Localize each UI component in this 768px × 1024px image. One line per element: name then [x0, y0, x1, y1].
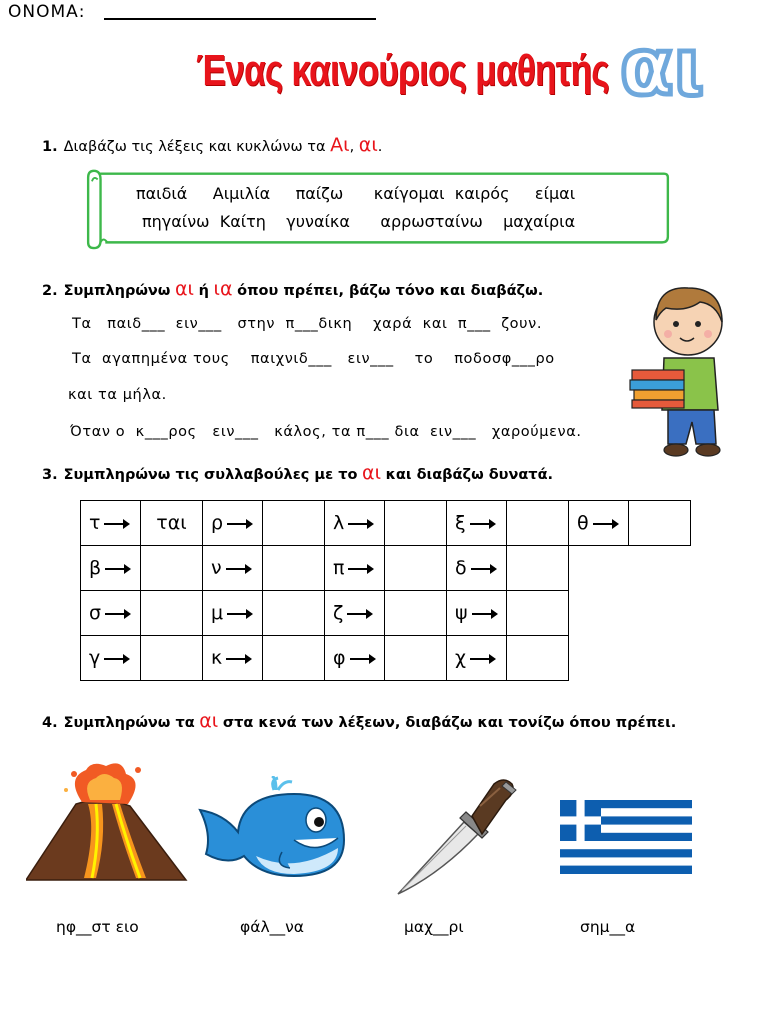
- syllable-answer[interactable]: [141, 546, 203, 591]
- syllable-answer[interactable]: [507, 591, 569, 636]
- fill-sentence-1[interactable]: Τα παιδ___ ειν___ στην π___δικη χαρά και π___ ζουν.: [72, 316, 543, 332]
- arrow-right-icon: [471, 568, 495, 570]
- arrow-right-icon: [104, 658, 128, 660]
- arrow-right-icon: [227, 523, 251, 525]
- arrow-right-icon: [226, 568, 250, 570]
- word-blank-3[interactable]: μαχ__ρι: [404, 918, 464, 936]
- arrow-right-icon: [470, 523, 494, 525]
- syllable-answer[interactable]: [141, 636, 203, 681]
- syllable-answer[interactable]: [507, 501, 569, 546]
- arrow-right-icon: [348, 523, 372, 525]
- arrow-right-icon: [470, 658, 494, 660]
- syllable-letter: λ: [325, 501, 385, 546]
- name-label: ΟΝΟΜΑ:: [8, 2, 86, 22]
- word-blank-1[interactable]: ηφ__στ ειο: [56, 918, 139, 936]
- syllable-answer[interactable]: [141, 591, 203, 636]
- word-blank-4[interactable]: σημ__α: [580, 918, 636, 936]
- arrow-right-icon: [593, 523, 617, 525]
- whale-image: [198, 776, 350, 884]
- syllable-answer[interactable]: [385, 501, 447, 546]
- arrow-right-icon: [227, 613, 251, 615]
- syllable-letter: ξ: [447, 501, 507, 546]
- knife-image: [394, 776, 520, 898]
- word-list-line-1: παιδιά Αιμιλία παίζω καίγομαι καιρός είμαι: [136, 184, 576, 203]
- arrow-right-icon: [105, 613, 129, 615]
- syllable-letter: φ: [325, 636, 385, 681]
- svg-text:αι: αι: [620, 28, 704, 108]
- word-list-line-2: πηγαίνω Καίτη γυναίκα αρρωσταίνω μαχαίρια: [142, 212, 576, 231]
- syllable-answer[interactable]: [629, 501, 691, 546]
- syllable-letter: ψ: [447, 591, 507, 636]
- syllable-letter: β: [81, 546, 141, 591]
- arrow-right-icon: [104, 523, 128, 525]
- table-row: [81, 501, 691, 546]
- syllable-letter: π: [325, 546, 385, 591]
- page-title: Ένας καινούριος μαθητής: [196, 46, 609, 95]
- table-row: [81, 636, 691, 681]
- syllable-letter: σ: [81, 591, 141, 636]
- syllable-answer[interactable]: [263, 636, 325, 681]
- syllable-letter: ζ: [325, 591, 385, 636]
- arrow-right-icon: [350, 658, 374, 660]
- syllable-letter: θ: [569, 501, 629, 546]
- syllable-answer[interactable]: [385, 546, 447, 591]
- syllable-answer[interactable]: [263, 591, 325, 636]
- arrow-right-icon: [472, 613, 496, 615]
- fill-sentence-3: και τα μήλα.: [68, 387, 167, 403]
- syllable-letter: γ: [81, 636, 141, 681]
- syllable-letter: χ: [447, 636, 507, 681]
- alpha-iota-logo: [618, 28, 744, 108]
- question-3: 3. Συμπληρώνω τις συλλαβούλες με το αι και διαβάζω δυνατά.: [42, 462, 554, 484]
- question-4: 4. Συμπληρώνω τα αι στα κενά των λέξεων, διαβάζω και τονίζω όπου πρέπει.: [42, 710, 677, 732]
- syllable-letter: δ: [447, 546, 507, 591]
- table-row: [81, 591, 691, 636]
- syllable-letter: μ: [203, 591, 263, 636]
- name-field[interactable]: [104, 18, 376, 20]
- question-1: 1. Διαβάζω τις λέξεις και κυκλώνω τα Αι, αι.: [42, 134, 383, 156]
- arrow-right-icon: [226, 658, 250, 660]
- arrow-right-icon: [347, 613, 371, 615]
- table-row: [81, 546, 691, 591]
- volcano-image: [26, 760, 188, 884]
- fill-sentence-2[interactable]: Τα αγαπημένα τους παιχνιδ___ ειν___ το ποδοσφ___ρο: [72, 351, 555, 367]
- syllable-letter: ν: [203, 546, 263, 591]
- boy-with-books-image: [626, 282, 736, 460]
- syllable-answer[interactable]: [385, 591, 447, 636]
- syllable-answer[interactable]: [263, 546, 325, 591]
- syllable-letter: τ: [81, 501, 141, 546]
- question-2: 2. Συμπληρώνω αι ή ια όπου πρέπει, βάζω τόνο και διαβάζω.: [42, 278, 544, 300]
- word-scroll: [72, 168, 684, 250]
- syllable-letter: κ: [203, 636, 263, 681]
- greek-flag-image: [560, 800, 692, 874]
- syllable-answer[interactable]: ται: [141, 501, 203, 546]
- arrow-right-icon: [348, 568, 372, 570]
- syllable-letter: ρ: [203, 501, 263, 546]
- fill-sentence-4[interactable]: Όταν ο κ___ρος ειν___ κάλος, τα π___ δια ειν___ χαρούμενα.: [70, 424, 582, 440]
- syllable-answer[interactable]: [263, 501, 325, 546]
- syllable-answer[interactable]: [507, 546, 569, 591]
- arrow-right-icon: [105, 568, 129, 570]
- word-blank-2[interactable]: φάλ__να: [240, 918, 304, 936]
- syllable-answer[interactable]: [385, 636, 447, 681]
- syllable-answer[interactable]: [507, 636, 569, 681]
- syllable-table: [80, 500, 691, 681]
